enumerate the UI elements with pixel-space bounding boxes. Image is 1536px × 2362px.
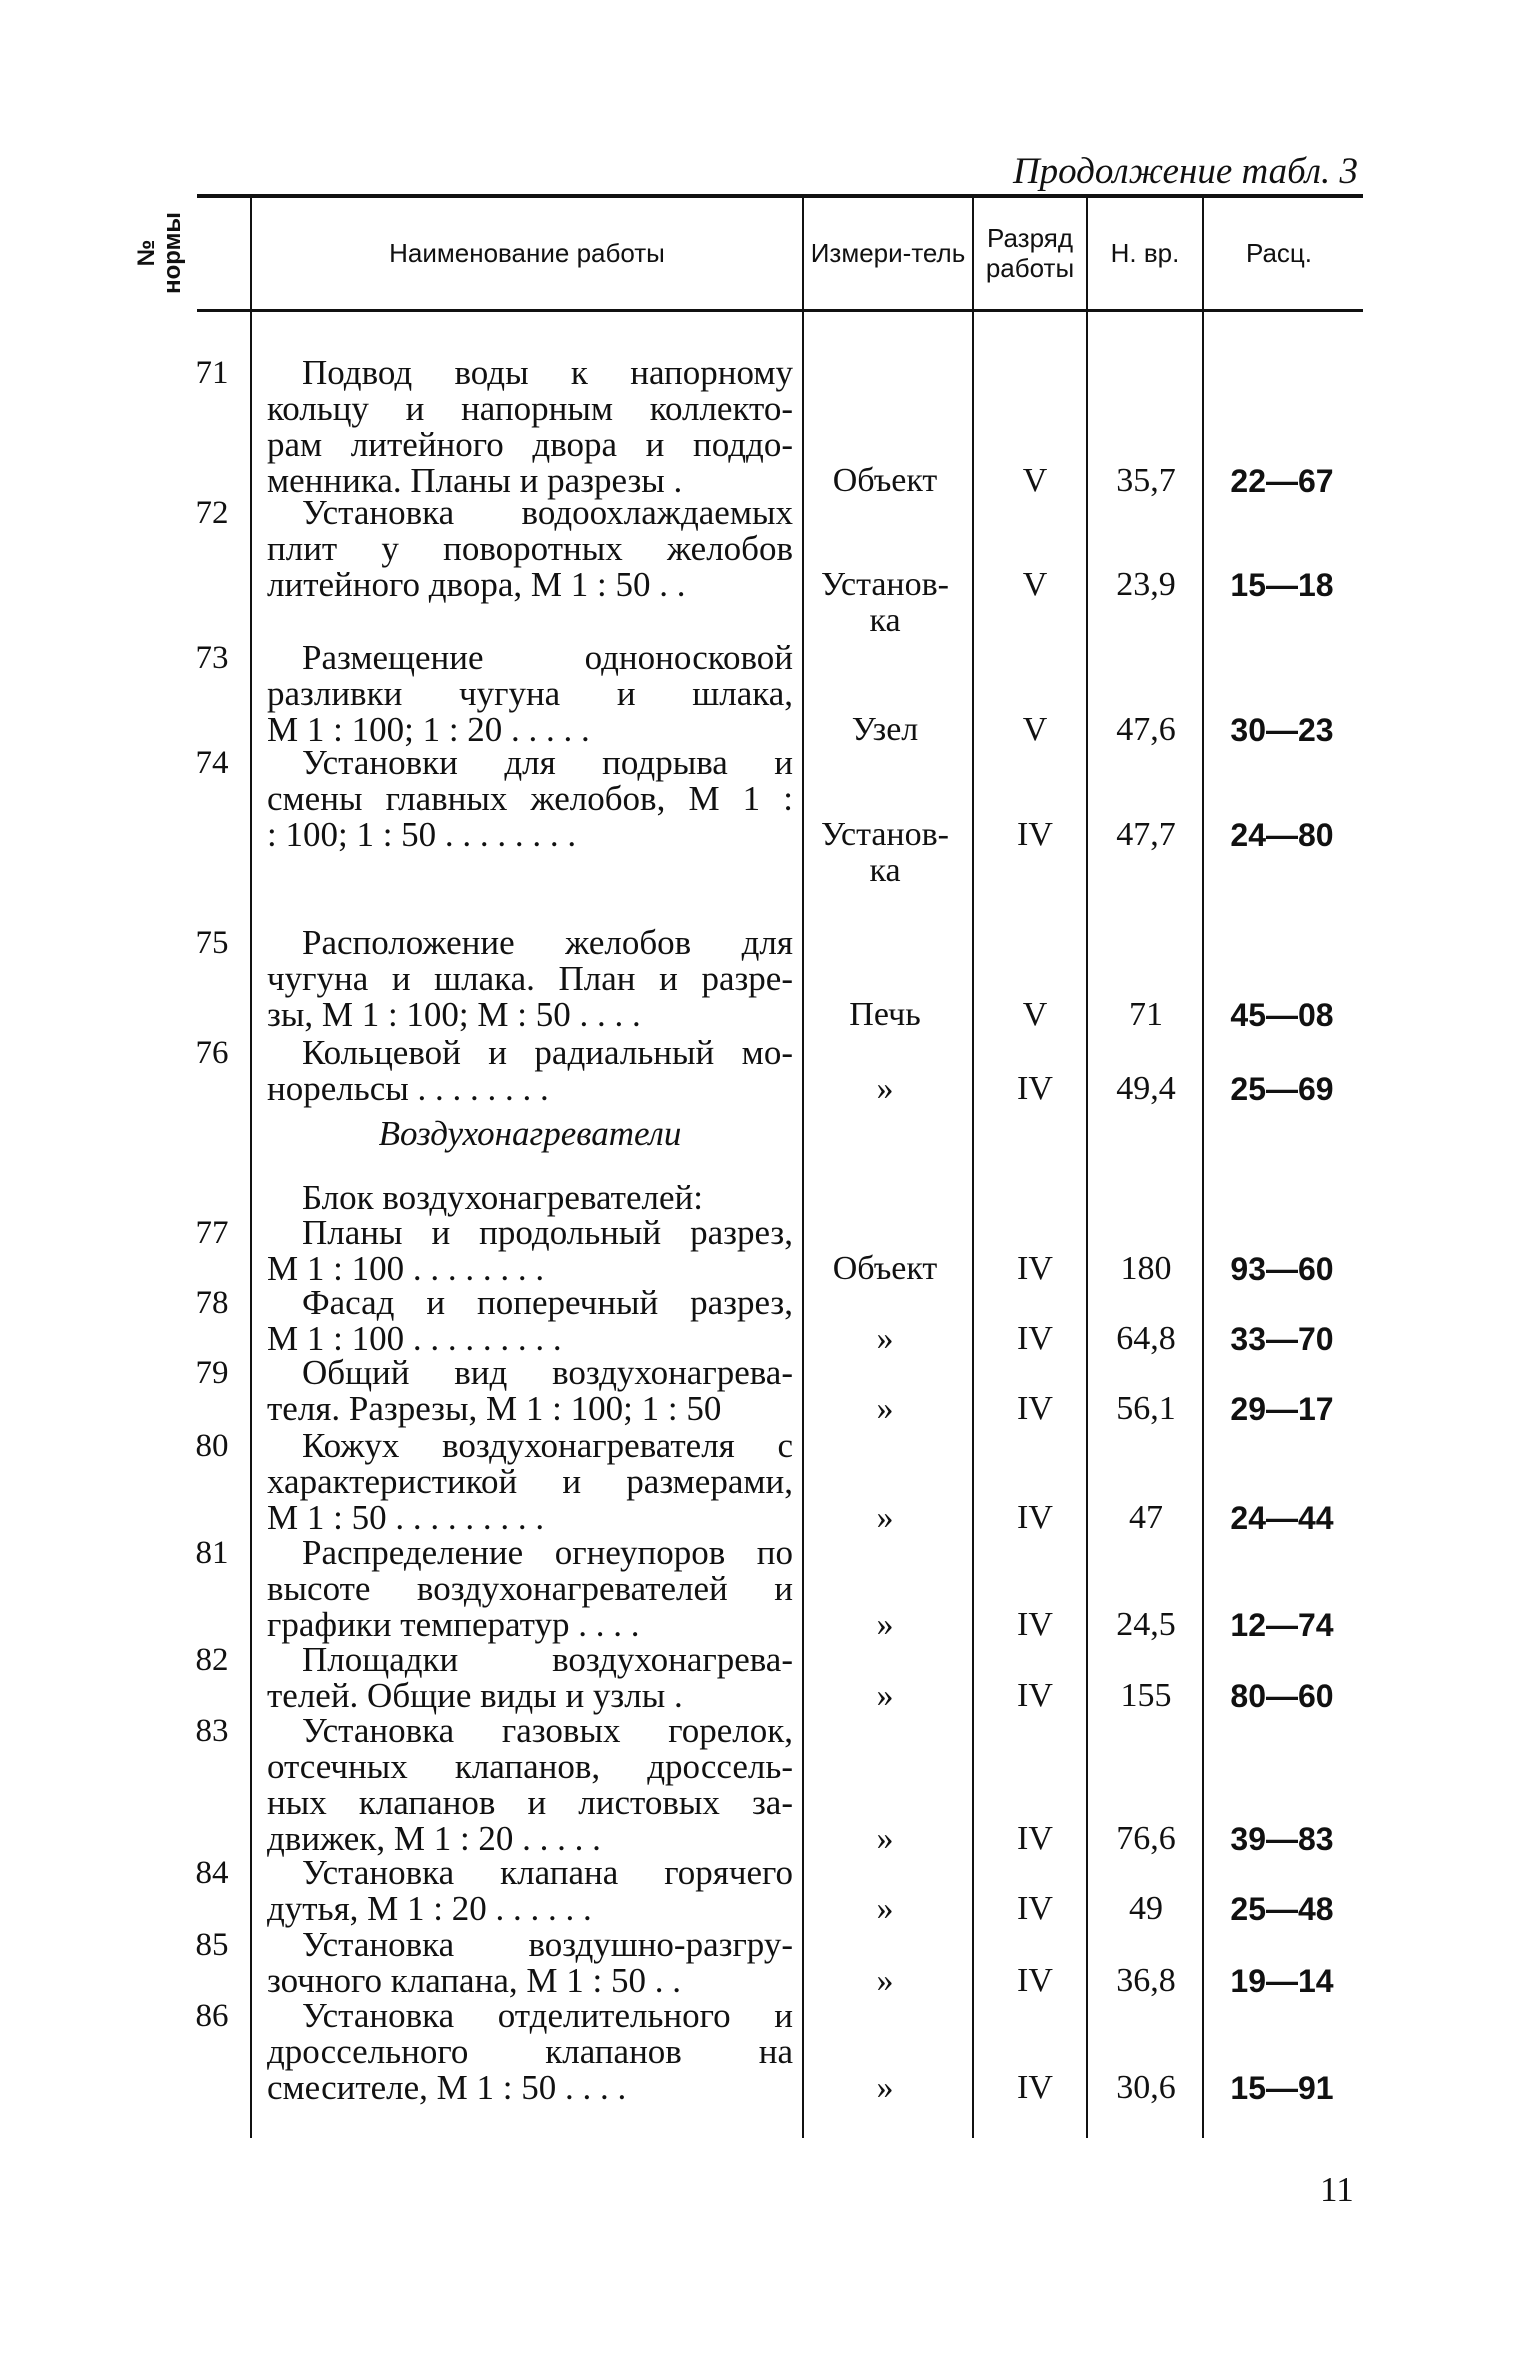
row-name-line: Установка клапана горячего — [302, 1853, 793, 1892]
row-grade: IV — [1017, 1606, 1053, 1643]
row-rate: 19—14 — [1230, 1963, 1334, 1999]
row-unit: Установ- — [820, 816, 949, 853]
row-number: 79 — [195, 1355, 229, 1391]
header-unit: Измери-тель — [810, 238, 966, 268]
row-unit: » — [876, 1070, 894, 1107]
row-number: 81 — [195, 1535, 229, 1571]
row-grade: IV — [1017, 1320, 1053, 1357]
row-name-line: смены главных желобов, М 1 : — [267, 779, 793, 818]
row-name-line: Блок воздухонагревателей: — [302, 1178, 703, 1217]
row-time: 36,8 — [1116, 1962, 1176, 1999]
row-name-line: движек, М 1 : 20 . . . . . — [267, 1819, 601, 1858]
row-number: 73 — [195, 640, 229, 676]
row-grade: IV — [1017, 1677, 1053, 1714]
row-number: 74 — [195, 745, 229, 781]
row-time: 155 — [1120, 1677, 1172, 1714]
row-number: 76 — [195, 1035, 229, 1071]
row-rate: 80—60 — [1230, 1678, 1334, 1714]
row-name-line: разливки чугуна и шлака, — [267, 674, 793, 713]
row-time: 76,6 — [1116, 1820, 1176, 1857]
row-unit: » — [876, 1962, 894, 1999]
row-rate: 29—17 — [1230, 1391, 1334, 1427]
row-rate: 22—67 — [1230, 463, 1334, 499]
row-number: 85 — [195, 1927, 229, 1963]
row-name-line: Кожух воздухонагревателя с — [302, 1426, 793, 1465]
row-name-line: М 1 : 100 . . . . . . . . . — [267, 1319, 562, 1358]
section-title: Воздухонагреватели — [378, 1114, 682, 1153]
row-name-line: менника. Планы и разрезы . — [267, 461, 683, 500]
row-rate: 25—69 — [1230, 1071, 1334, 1107]
row-grade: IV — [1017, 1390, 1053, 1427]
row-name-line: Общий вид воздухонагрева- — [302, 1353, 793, 1392]
row-rate: 39—83 — [1230, 1821, 1334, 1857]
page-number: 11 — [1320, 2170, 1354, 2209]
row-grade: IV — [1017, 1499, 1053, 1536]
row-name-line: теля. Разрезы, М 1 : 100; 1 : 50 — [267, 1389, 722, 1428]
row-number: 86 — [195, 1998, 229, 2034]
header-num: № нормы — [133, 212, 186, 294]
row-rate: 25—48 — [1230, 1891, 1334, 1927]
row-rate: 33—70 — [1230, 1321, 1334, 1357]
row-rate: 12—74 — [1230, 1607, 1334, 1643]
row-name-line: Установка газовых горелок, — [302, 1711, 793, 1750]
row-grade: IV — [1017, 1250, 1053, 1287]
row-grade: V — [1022, 996, 1048, 1033]
row-grade: IV — [1017, 1890, 1053, 1927]
row-unit: Установ- — [820, 566, 949, 603]
row-unit: » — [876, 1677, 894, 1714]
column-divider — [972, 198, 974, 2138]
column-divider — [250, 198, 252, 2138]
table-top-rule — [197, 194, 1363, 198]
row-time: 47 — [1129, 1499, 1163, 1536]
row-name-line: литейного двора, М 1 : 50 . . — [267, 565, 686, 604]
header-name: Наименование работы — [389, 238, 665, 268]
row-rate: 45—08 — [1230, 997, 1334, 1033]
row-unit: » — [876, 2069, 894, 2106]
row-name-line: характеристикой и размерами, — [267, 1462, 793, 1501]
row-name-line: дроссельного клапанов на — [267, 2032, 793, 2071]
row-name-line: : 100; 1 : 50 . . . . . . . . — [267, 815, 577, 854]
table-caption: Продолжение табл. 3 — [1012, 151, 1358, 192]
row-time: 180 — [1120, 1250, 1172, 1287]
row-name-line: М 1 : 100; 1 : 20 . . . . . — [267, 710, 590, 749]
row-name-line: Установка водоохлаждаемых — [302, 493, 793, 532]
row-name-line: ных клапанов и листовых за- — [267, 1783, 793, 1822]
row-unit: ка — [869, 852, 901, 889]
row-name-line: Установка отделительного и — [302, 1996, 793, 2035]
row-name-line: Кольцевой и радиальный мо- — [302, 1033, 793, 1072]
row-name-line: М 1 : 100 . . . . . . . . — [267, 1249, 545, 1288]
row-name-line: плит у поворотных желобов — [267, 529, 793, 568]
row-name-line: дутья, М 1 : 20 . . . . . . — [267, 1889, 592, 1928]
row-rate: 30—23 — [1230, 712, 1334, 748]
header-time: Н. вр. — [1110, 238, 1180, 268]
row-time: 49,4 — [1116, 1070, 1176, 1107]
row-time: 30,6 — [1116, 2069, 1176, 2106]
row-name-line: Установка воздушно-разгру- — [302, 1925, 793, 1964]
row-unit: » — [876, 1606, 894, 1643]
column-divider — [1202, 198, 1204, 2138]
row-grade: IV — [1017, 1070, 1053, 1107]
table-header-rule — [197, 309, 1363, 312]
row-time: 47,6 — [1116, 711, 1176, 748]
row-name-line: Расположение желобов для — [302, 923, 793, 962]
row-unit: Объект — [832, 462, 938, 499]
row-unit: ка — [869, 602, 901, 639]
row-name-line: телей. Общие виды и узлы . — [267, 1676, 683, 1715]
row-grade: V — [1022, 566, 1048, 603]
row-time: 24,5 — [1116, 1606, 1176, 1643]
row-grade: IV — [1017, 2069, 1053, 2106]
row-time: 56,1 — [1116, 1390, 1176, 1427]
row-name-line: отсечных клапанов, дроссель- — [267, 1747, 793, 1786]
row-rate: 24—44 — [1230, 1500, 1334, 1536]
row-name-line: зочного клапана, М 1 : 50 . . — [267, 1961, 681, 2000]
row-name-line: высоте воздухонагревателей и — [267, 1569, 793, 1608]
row-name-line: Подвод воды к напорному — [302, 353, 793, 392]
row-unit: » — [876, 1820, 894, 1857]
row-time: 47,7 — [1116, 816, 1176, 853]
row-time: 71 — [1129, 996, 1163, 1033]
row-name-line: зы, М 1 : 100; М : 50 . . . . — [267, 995, 641, 1034]
row-name-line: графики температур . . . . — [267, 1605, 640, 1644]
row-number: 83 — [195, 1713, 229, 1749]
row-number: 71 — [195, 355, 229, 391]
row-name-line: Площадки воздухонагрева- — [302, 1640, 793, 1679]
row-name-line: кольцу и напорным коллекто- — [267, 389, 793, 428]
row-rate: 24—80 — [1230, 817, 1334, 853]
row-unit: » — [876, 1499, 894, 1536]
row-name-line: М 1 : 50 . . . . . . . . . — [267, 1498, 545, 1537]
row-unit: Узел — [851, 711, 919, 748]
row-unit: » — [876, 1890, 894, 1927]
header-rate: Расц. — [1245, 238, 1313, 268]
row-name-line: чугуна и шлака. План и разре- — [267, 959, 793, 998]
row-grade: IV — [1017, 1820, 1053, 1857]
row-name-line: норельсы . . . . . . . . — [267, 1069, 549, 1108]
row-time: 23,9 — [1116, 566, 1176, 603]
row-name-line: Фасад и поперечный разрез, — [302, 1283, 793, 1322]
row-name-line: смесителе, М 1 : 50 . . . . — [267, 2068, 627, 2107]
row-number: 82 — [195, 1642, 229, 1678]
row-grade: V — [1022, 462, 1048, 499]
row-number: 84 — [195, 1855, 229, 1891]
row-rate: 15—91 — [1230, 2070, 1334, 2106]
row-unit: Объект — [832, 1250, 938, 1287]
row-number: 78 — [195, 1285, 229, 1321]
row-number: 80 — [195, 1428, 229, 1464]
row-rate: 15—18 — [1230, 567, 1334, 603]
row-time: 49 — [1129, 1890, 1163, 1927]
row-name-line: рам литейного двора и поддо- — [267, 425, 793, 464]
row-number: 72 — [195, 495, 229, 531]
row-grade: V — [1022, 711, 1048, 748]
row-unit: » — [876, 1390, 894, 1427]
row-name-line: Размещение одноносковой — [302, 638, 793, 677]
row-name-line: Планы и продольный разрез, — [302, 1213, 793, 1252]
row-unit: Печь — [849, 996, 921, 1033]
row-time: 64,8 — [1116, 1320, 1176, 1357]
row-grade: IV — [1017, 1962, 1053, 1999]
row-number: 75 — [195, 925, 229, 961]
row-rate: 93—60 — [1230, 1251, 1334, 1287]
header-grade: Разряд работы — [985, 223, 1075, 283]
row-time: 35,7 — [1116, 462, 1176, 499]
row-number: 77 — [195, 1215, 229, 1251]
row-name-line: Установки для подрыва и — [302, 743, 793, 782]
row-grade: IV — [1017, 816, 1053, 853]
column-divider — [802, 198, 804, 2138]
row-unit: » — [876, 1320, 894, 1357]
row-name-line: Распределение огнеупоров по — [302, 1533, 793, 1572]
